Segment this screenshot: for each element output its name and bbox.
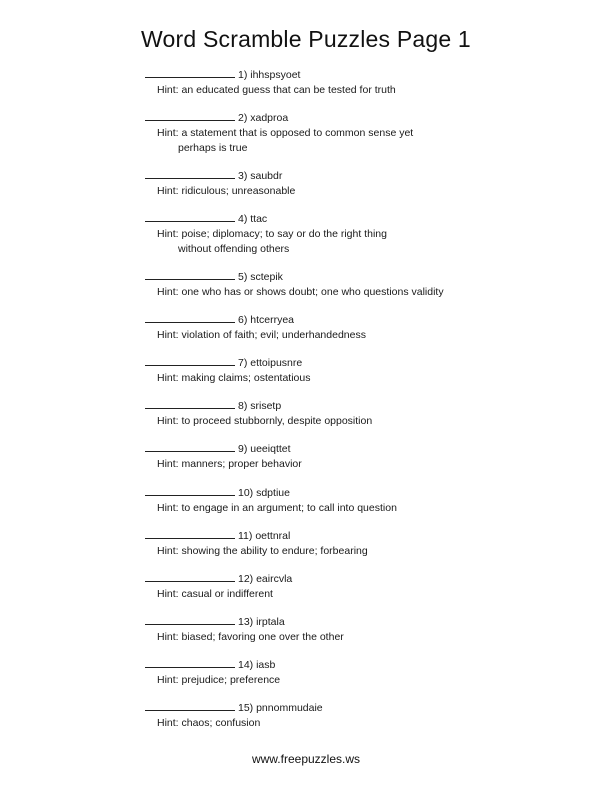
- answer-blank[interactable]: [145, 398, 235, 409]
- hint-text: Hint: showing the ability to endure; forbearing: [157, 545, 368, 557]
- scrambled-word: 1) ihhspsyoet: [238, 69, 301, 81]
- hint-text: Hint: to engage in an argument; to call into question: [157, 502, 397, 514]
- scrambled-word: 6) htcerryea: [238, 314, 295, 326]
- puzzle-item: [145, 355, 585, 386]
- scrambled-word: 7) ettoipusnre: [238, 357, 303, 369]
- scrambled-word: 8) srisetp: [238, 400, 282, 412]
- puzzle-item: [145, 528, 585, 559]
- hint-text-continued: perhaps is true: [178, 142, 248, 154]
- hint-text: Hint: one who has or shows doubt; one who questions validity: [157, 286, 444, 298]
- page-title: Word Scramble Puzzles Page 1: [141, 26, 471, 52]
- scrambled-word: 15) pnnommudaie: [238, 702, 323, 714]
- puzzle-item: [145, 657, 585, 688]
- answer-blank[interactable]: [145, 168, 235, 179]
- hint-text-continued: without offending others: [178, 243, 290, 255]
- footer-website-link[interactable]: www.freepuzzles.ws: [251, 752, 361, 766]
- hint-text: Hint: ridiculous; unreasonable: [157, 185, 296, 197]
- puzzle-item: [145, 67, 585, 98]
- scrambled-word: 13) irptala: [238, 616, 285, 628]
- answer-blank[interactable]: [145, 312, 235, 323]
- puzzle-item: [145, 700, 585, 731]
- answer-blank[interactable]: [145, 571, 235, 582]
- answer-blank[interactable]: [145, 269, 235, 280]
- scrambled-word: 14) iasb: [238, 659, 276, 671]
- hint-text: Hint: violation of faith; evil; underhandedness: [157, 329, 366, 341]
- hint-text: Hint: an educated guess that can be tested for truth: [157, 84, 396, 96]
- answer-blank[interactable]: [145, 67, 235, 78]
- answer-blank[interactable]: [145, 657, 235, 668]
- answer-blank[interactable]: [145, 110, 235, 121]
- answer-blank[interactable]: [145, 355, 235, 366]
- answer-blank[interactable]: [145, 211, 235, 222]
- scrambled-word: 2) xadproa: [238, 112, 289, 124]
- puzzle-item: [145, 485, 585, 516]
- puzzle-item: [145, 110, 585, 156]
- puzzle-item: [145, 269, 585, 300]
- answer-blank[interactable]: [145, 528, 235, 539]
- hint-text: Hint: biased; favoring one over the other: [157, 631, 344, 643]
- puzzle-item: [145, 312, 585, 343]
- puzzle-item: [145, 571, 585, 602]
- hint-text: Hint: poise; diplomacy; to say or do the right thing: [157, 228, 387, 240]
- scrambled-word: 5) sctepik: [238, 271, 283, 283]
- hint-text: Hint: to proceed stubbornly, despite opposition: [157, 415, 373, 427]
- hint-text: Hint: a statement that is opposed to common sense yet: [157, 127, 414, 139]
- hint-text: Hint: making claims; ostentatious: [157, 372, 311, 384]
- puzzle-item: [145, 441, 585, 472]
- puzzle-item: [145, 398, 585, 429]
- answer-blank[interactable]: [145, 700, 235, 711]
- scrambled-word: 10) sdptiue: [238, 487, 290, 499]
- hint-text: Hint: casual or indifferent: [157, 588, 273, 600]
- answer-blank[interactable]: [145, 614, 235, 625]
- answer-blank[interactable]: [145, 441, 235, 452]
- scrambled-word: 9) ueeiqttet: [238, 443, 291, 455]
- puzzle-item: [145, 614, 585, 645]
- scrambled-word: 3) saubdr: [238, 170, 283, 182]
- scrambled-word: 11) oettnral: [238, 530, 291, 542]
- scrambled-word: 4) ttac: [238, 213, 268, 225]
- hint-text: Hint: prejudice; preference: [157, 674, 281, 686]
- answer-blank[interactable]: [145, 485, 235, 496]
- hint-text: Hint: chaos; confusion: [157, 717, 261, 729]
- scrambled-word: 12) eaircvla: [238, 573, 293, 585]
- puzzle-item: [145, 211, 585, 257]
- hint-text: Hint: manners; proper behavior: [157, 458, 302, 470]
- puzzle-item: [145, 168, 585, 199]
